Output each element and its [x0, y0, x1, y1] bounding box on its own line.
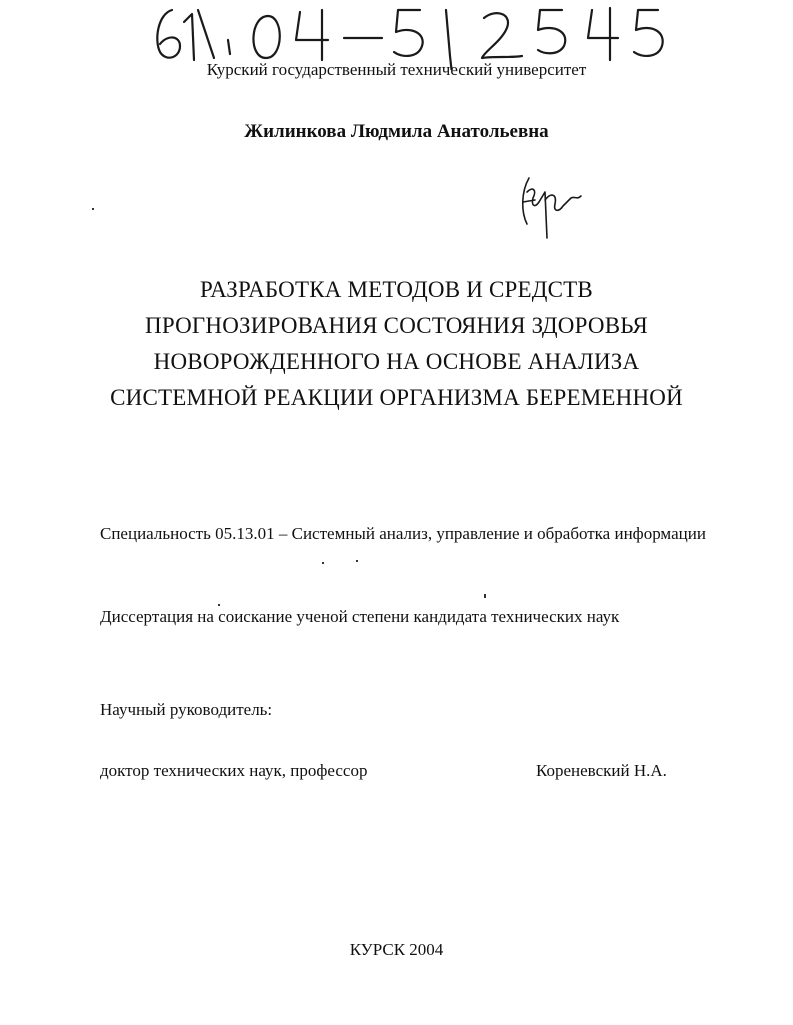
supervisor-label: Научный руководитель:	[100, 700, 273, 719]
title-line: РАЗРАБОТКА МЕТОДОВ И СРЕДСТВ	[200, 277, 593, 302]
scan-speck	[92, 208, 94, 210]
scan-speck	[484, 594, 486, 598]
supervisor-degree: доктор технических наук, профессор	[100, 761, 368, 780]
city-year: КУРСК 2004	[349, 940, 444, 959]
university-name: Курский государственный технический университет	[206, 60, 587, 79]
scan-speck	[322, 562, 324, 564]
title-line: ПРОГНОЗИРОВАНИЯ СОСТОЯНИЯ ЗДОРОВЬЯ	[145, 313, 648, 338]
specialty-statement: Специальность 05.13.01 – Системный анализ, управление и обработка информации	[100, 524, 706, 543]
supervisor-name: Кореневский Н.А.	[536, 761, 667, 780]
title-line: СИСТЕМНОЙ РЕАКЦИИ ОРГАНИЗМА БЕРЕМЕННОЙ	[110, 385, 683, 410]
scan-speck	[356, 560, 358, 562]
degree-statement: Диссертация на соискание ученой степени кандидата технических наук	[100, 607, 620, 626]
author-name: Жилинкова Людмила Анатольевна	[244, 121, 549, 142]
dissertation-title	[0, 272, 793, 416]
title-line: НОВОРОЖДЕННОГО НА ОСНОВЕ АНАЛИЗА	[153, 349, 640, 374]
signature-mark	[515, 172, 585, 244]
scan-speck	[218, 604, 220, 606]
